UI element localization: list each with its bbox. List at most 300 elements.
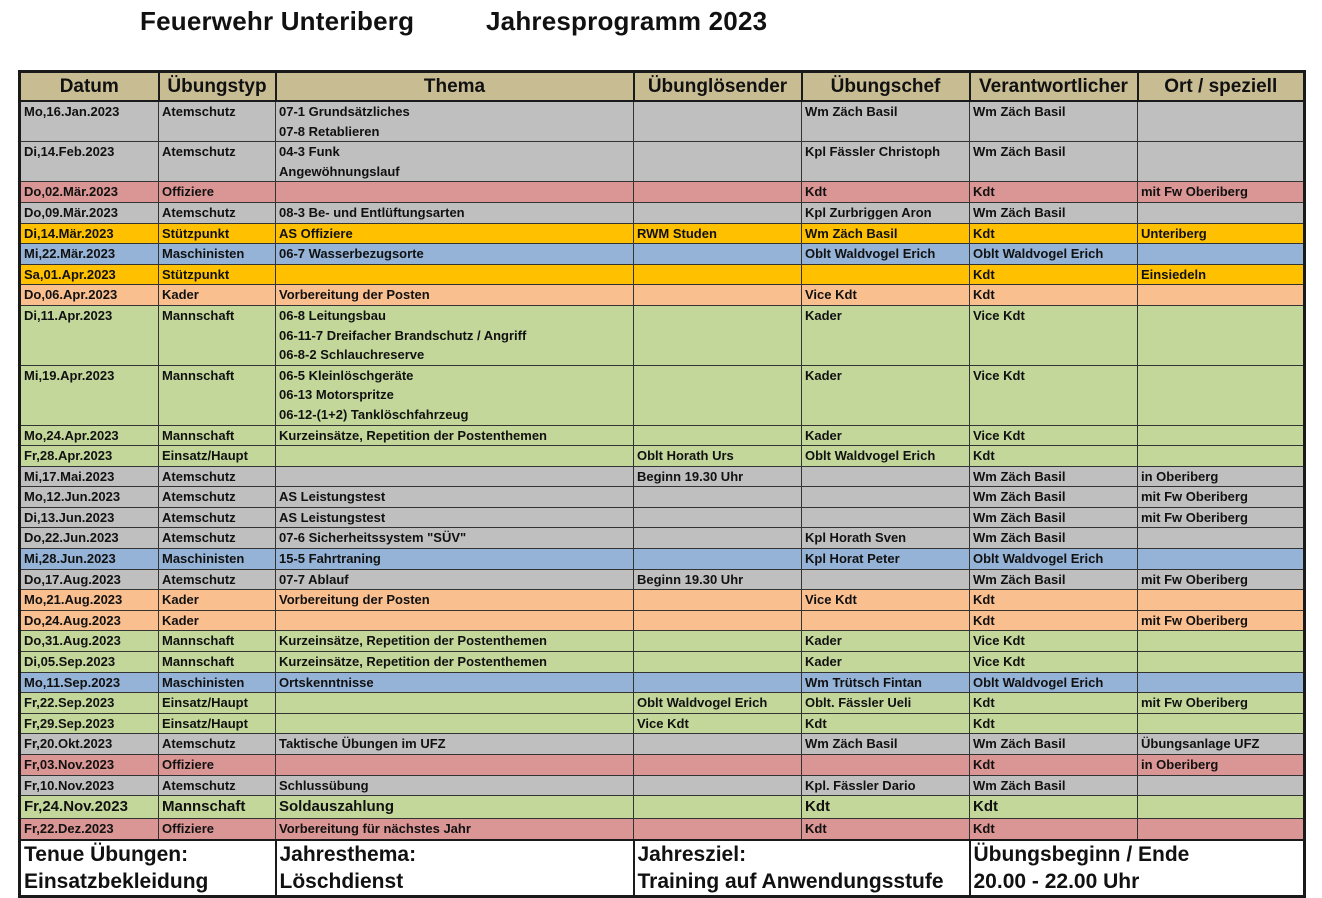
thema-cell — [276, 713, 634, 734]
thema-cell — [276, 101, 634, 142]
verantwortlicher-cell: Oblt Waldvogel Erich — [970, 549, 1138, 570]
thema-line: Kurzeinsätze, Repetition der Postenthemen — [279, 654, 547, 670]
uebungstyp-cell: Atemschutz — [159, 507, 276, 528]
datum-cell: Do,24.Aug.2023 — [20, 610, 159, 631]
datum-cell: Do,31.Aug.2023 — [20, 631, 159, 652]
uebungstyp-cell: Mannschaft — [159, 652, 276, 673]
uebungloesender-cell — [634, 487, 802, 508]
thema-line: 06-11-7 Dreifacher Brandschutz / Angriff — [279, 327, 527, 343]
thema-line: Taktische Übungen im UFZ — [279, 736, 446, 752]
uebungstyp-cell: Maschinisten — [159, 549, 276, 570]
table-row — [20, 507, 1305, 528]
thema-line: 07-1 Grundsätzliches — [279, 104, 410, 119]
footer-tenue-value: Einsatzbekleidung — [24, 869, 209, 893]
table-row — [20, 755, 1305, 776]
uebungloesender-cell — [634, 775, 802, 796]
uebungstyp-cell: Mannschaft — [159, 631, 276, 652]
thema-cell — [276, 693, 634, 714]
uebungloesender-cell — [634, 590, 802, 611]
ort-cell: in Oberiberg — [1138, 755, 1305, 776]
uebungstyp-cell: Atemschutz — [159, 734, 276, 755]
uebungstyp-cell: Mannschaft — [159, 365, 276, 425]
thema-cell — [276, 365, 634, 425]
ort-cell — [1138, 819, 1305, 840]
thema-cell — [276, 569, 634, 590]
uebungstyp-cell: Mannschaft — [159, 425, 276, 446]
uebungschef-cell: Kader — [802, 631, 970, 652]
thema-line — [279, 265, 630, 285]
datum-cell: Do,02.Mär.2023 — [20, 182, 159, 203]
uebungschef-cell: Kader — [802, 425, 970, 446]
verantwortlicher-cell: Wm Zäch Basil — [970, 507, 1138, 528]
datum-cell: Fr,22.Dez.2023 — [20, 819, 159, 840]
table-row — [20, 487, 1305, 508]
verantwortlicher-cell: Kdt — [970, 796, 1138, 819]
datum-cell: Do,09.Mär.2023 — [20, 202, 159, 223]
verantwortlicher-cell: Vice Kdt — [970, 652, 1138, 673]
footer-beginn — [970, 840, 1305, 897]
table-row — [20, 693, 1305, 714]
uebungschef-cell: Kpl Zurbriggen Aron — [802, 202, 970, 223]
thema-line — [279, 693, 630, 713]
uebungstyp-cell: Maschinisten — [159, 244, 276, 265]
verantwortlicher-cell: Oblt Waldvogel Erich — [970, 244, 1138, 265]
uebungschef-cell: Vice Kdt — [802, 285, 970, 306]
uebungschef-cell: Wm Zäch Basil — [802, 223, 970, 244]
thema-cell — [276, 202, 634, 223]
ort-cell: mit Fw Oberiberg — [1138, 507, 1305, 528]
thema-line: AS Offiziere — [279, 225, 353, 241]
uebungschef-cell — [802, 755, 970, 776]
thema-line — [279, 467, 630, 487]
table-row — [20, 446, 1305, 467]
uebungloesender-cell — [634, 142, 802, 182]
ort-cell: mit Fw Oberiberg — [1138, 693, 1305, 714]
verantwortlicher-cell: Wm Zäch Basil — [970, 775, 1138, 796]
uebungschef-cell: Oblt. Fässler Ueli — [802, 693, 970, 714]
ort-cell — [1138, 365, 1305, 425]
uebungstyp-cell: Atemschutz — [159, 528, 276, 549]
page-title-organization: Feuerwehr Unteriberg — [140, 6, 415, 36]
ort-cell: Unteriberg — [1138, 223, 1305, 244]
thema-cell — [276, 610, 634, 631]
uebungloesender-cell — [634, 285, 802, 306]
thema-cell — [276, 182, 634, 203]
datum-cell: Mi,17.Mai.2023 — [20, 466, 159, 487]
verantwortlicher-cell: Kdt — [970, 610, 1138, 631]
uebungschef-cell: Kdt — [802, 182, 970, 203]
thema-cell — [276, 244, 634, 265]
uebungschef-cell: Kdt — [802, 819, 970, 840]
uebungloesender-cell — [634, 264, 802, 285]
ort-cell — [1138, 672, 1305, 693]
table-row — [20, 223, 1305, 244]
ort-cell: mit Fw Oberiberg — [1138, 487, 1305, 508]
col-header-datum: Datum — [20, 72, 159, 102]
ort-cell — [1138, 713, 1305, 734]
table-row — [20, 182, 1305, 203]
verantwortlicher-cell: Wm Zäch Basil — [970, 569, 1138, 590]
ort-cell — [1138, 142, 1305, 182]
thema-cell — [276, 734, 634, 755]
verantwortlicher-cell: Wm Zäch Basil — [970, 528, 1138, 549]
thema-line: 08-3 Be- und Entlüftungsarten — [279, 204, 465, 220]
uebungloesender-cell: Oblt Horath Urs — [634, 446, 802, 467]
thema-line: Kurzeinsätze, Repetition der Postenthemen — [279, 427, 547, 443]
uebungstyp-cell: Stützpunkt — [159, 223, 276, 244]
thema-line: Kurzeinsätze, Repetition der Postenthemen — [279, 633, 547, 649]
verantwortlicher-cell: Kdt — [970, 819, 1138, 840]
annual-program-table — [18, 70, 1306, 898]
datum-cell: Di,11.Apr.2023 — [20, 305, 159, 365]
table-row — [20, 244, 1305, 265]
datum-cell: Fr,20.Okt.2023 — [20, 734, 159, 755]
footer-jahresthema-value: Löschdienst — [279, 869, 404, 893]
footer-beginn-label: Übungsbeginn / Ende — [973, 842, 1190, 866]
uebungloesender-cell — [634, 652, 802, 673]
ort-cell: mit Fw Oberiberg — [1138, 610, 1305, 631]
uebungschef-cell: Kpl Horath Sven — [802, 528, 970, 549]
uebungstyp-cell: Kader — [159, 590, 276, 611]
thema-line: Ortskenntnisse — [279, 674, 374, 690]
table-row — [20, 796, 1305, 819]
verantwortlicher-cell: Wm Zäch Basil — [970, 734, 1138, 755]
uebungstyp-cell: Atemschutz — [159, 101, 276, 142]
uebungloesender-cell — [634, 528, 802, 549]
uebungloesender-cell: Beginn 19.30 Uhr — [634, 569, 802, 590]
uebungstyp-cell: Einsatz/Haupt — [159, 713, 276, 734]
uebungschef-cell — [802, 264, 970, 285]
verantwortlicher-cell: Oblt Waldvogel Erich — [970, 672, 1138, 693]
uebungloesender-cell — [634, 631, 802, 652]
uebungstyp-cell: Mannschaft — [159, 796, 276, 819]
thema-cell — [276, 796, 634, 819]
thema-cell — [276, 264, 634, 285]
table-row — [20, 652, 1305, 673]
thema-line: 06-7 Wasserbezugsorte — [279, 246, 424, 262]
table-row — [20, 425, 1305, 446]
thema-cell — [276, 528, 634, 549]
ort-cell — [1138, 305, 1305, 365]
uebungloesender-cell — [634, 365, 802, 425]
thema-cell — [276, 223, 634, 244]
ort-cell — [1138, 425, 1305, 446]
datum-cell: Di,13.Jun.2023 — [20, 507, 159, 528]
thema-line: Schlussübung — [279, 777, 369, 793]
footer-row — [20, 840, 1305, 897]
thema-cell — [276, 466, 634, 487]
uebungstyp-cell: Atemschutz — [159, 466, 276, 487]
ort-cell — [1138, 796, 1305, 819]
thema-cell — [276, 775, 634, 796]
datum-cell: Sa,01.Apr.2023 — [20, 264, 159, 285]
uebungschef-cell: Kdt — [802, 713, 970, 734]
uebungstyp-cell: Offiziere — [159, 755, 276, 776]
verantwortlicher-cell: Kdt — [970, 713, 1138, 734]
uebungstyp-cell: Atemschutz — [159, 202, 276, 223]
datum-cell: Di,14.Feb.2023 — [20, 142, 159, 182]
footer-tenue — [20, 840, 276, 897]
uebungstyp-cell: Kader — [159, 285, 276, 306]
verantwortlicher-cell: Kdt — [970, 223, 1138, 244]
uebungschef-cell: Oblt Waldvogel Erich — [802, 244, 970, 265]
datum-cell: Fr,10.Nov.2023 — [20, 775, 159, 796]
uebungschef-cell: Oblt Waldvogel Erich — [802, 446, 970, 467]
uebungloesender-cell: Oblt Waldvogel Erich — [634, 693, 802, 714]
uebungstyp-cell: Atemschutz — [159, 487, 276, 508]
col-header-ort: Ort / speziell — [1138, 72, 1305, 102]
thema-line: 07-7 Ablauf — [279, 571, 349, 587]
col-header-uebungschef: Übungschef — [802, 72, 970, 102]
uebungschef-cell: Wm Zäch Basil — [802, 101, 970, 142]
thema-line: Vorbereitung der Posten — [279, 592, 430, 608]
uebungloesender-cell — [634, 734, 802, 755]
verantwortlicher-cell: Wm Zäch Basil — [970, 101, 1138, 142]
ort-cell: in Oberiberg — [1138, 466, 1305, 487]
thema-cell — [276, 819, 634, 840]
table-row — [20, 590, 1305, 611]
thema-line: AS Leistungstest — [279, 489, 386, 505]
table-row — [20, 713, 1305, 734]
uebungloesender-cell — [634, 796, 802, 819]
thema-cell — [276, 446, 634, 467]
uebungloesender-cell: Beginn 19.30 Uhr — [634, 466, 802, 487]
uebungstyp-cell: Mannschaft — [159, 305, 276, 365]
uebungschef-cell: Wm Trütsch Fintan — [802, 672, 970, 693]
datum-cell: Do,17.Aug.2023 — [20, 569, 159, 590]
thema-cell — [276, 425, 634, 446]
datum-cell: Mi,22.Mär.2023 — [20, 244, 159, 265]
thema-line — [279, 714, 630, 734]
thema-line: Vorbereitung für nächstes Jahr — [279, 821, 471, 837]
ort-cell — [1138, 549, 1305, 570]
datum-cell: Di,14.Mär.2023 — [20, 223, 159, 244]
datum-cell: Fr,24.Nov.2023 — [20, 796, 159, 819]
thema-line — [279, 182, 630, 202]
uebungschef-cell: Kpl. Fässler Dario — [802, 775, 970, 796]
footer-jahresthema — [276, 840, 634, 897]
table-row — [20, 549, 1305, 570]
table-row — [20, 775, 1305, 796]
datum-cell: Do,22.Jun.2023 — [20, 528, 159, 549]
table-row — [20, 672, 1305, 693]
verantwortlicher-cell: Kdt — [970, 264, 1138, 285]
ort-cell: mit Fw Oberiberg — [1138, 569, 1305, 590]
thema-cell — [276, 507, 634, 528]
uebungstyp-cell: Offiziere — [159, 182, 276, 203]
thema-cell — [276, 652, 634, 673]
thema-cell — [276, 305, 634, 365]
ort-cell — [1138, 244, 1305, 265]
verantwortlicher-cell: Kdt — [970, 182, 1138, 203]
uebungschef-cell: Kader — [802, 305, 970, 365]
uebungloesender-cell: Vice Kdt — [634, 713, 802, 734]
col-header-thema: Thema — [276, 72, 634, 102]
thema-line: 07-6 Sicherheitssystem "SÜV" — [279, 530, 467, 546]
footer-jahresziel — [634, 840, 970, 897]
thema-cell — [276, 142, 634, 182]
uebungschef-cell: Kader — [802, 365, 970, 425]
verantwortlicher-cell: Kdt — [970, 755, 1138, 776]
footer-beginn-value: 20.00 - 22.00 Uhr — [973, 869, 1140, 893]
ort-cell — [1138, 528, 1305, 549]
ort-cell: Übungsanlage UFZ — [1138, 734, 1305, 755]
verantwortlicher-cell: Vice Kdt — [970, 305, 1138, 365]
thema-line: 06-8-2 Schlauchreserve — [279, 347, 425, 363]
uebungschef-cell — [802, 466, 970, 487]
datum-cell: Mi,28.Jun.2023 — [20, 549, 159, 570]
uebungloesender-cell — [634, 672, 802, 693]
uebungstyp-cell: Offiziere — [159, 819, 276, 840]
ort-cell — [1138, 590, 1305, 611]
datum-cell: Mo,24.Apr.2023 — [20, 425, 159, 446]
thema-line: 06-12-(1+2) Tanklöschfahrzeug — [279, 406, 469, 422]
datum-cell: Mo,12.Jun.2023 — [20, 487, 159, 508]
thema-line: 04-3 Funk — [279, 144, 340, 160]
uebungstyp-cell: Atemschutz — [159, 775, 276, 796]
col-header-verantwortlicher: Verantwortlicher — [970, 72, 1138, 102]
thema-line: AS Leistungstest — [279, 509, 386, 525]
uebungloesender-cell — [634, 244, 802, 265]
uebungloesender-cell — [634, 549, 802, 570]
datum-cell: Mi,19.Apr.2023 — [20, 365, 159, 425]
uebungloesender-cell: RWM Studen — [634, 223, 802, 244]
datum-cell: Mo,11.Sep.2023 — [20, 672, 159, 693]
uebungschef-cell: Kdt — [802, 796, 970, 819]
verantwortlicher-cell: Wm Zäch Basil — [970, 142, 1138, 182]
uebungstyp-cell: Einsatz/Haupt — [159, 446, 276, 467]
verantwortlicher-cell: Kdt — [970, 693, 1138, 714]
datum-cell: Do,06.Apr.2023 — [20, 285, 159, 306]
ort-cell: Einsiedeln — [1138, 264, 1305, 285]
thema-cell — [276, 285, 634, 306]
verantwortlicher-cell: Wm Zäch Basil — [970, 487, 1138, 508]
uebungstyp-cell: Kader — [159, 610, 276, 631]
datum-cell: Fr,29.Sep.2023 — [20, 713, 159, 734]
ort-cell — [1138, 101, 1305, 142]
datum-cell: Fr,22.Sep.2023 — [20, 693, 159, 714]
table-row — [20, 142, 1305, 182]
thema-cell — [276, 672, 634, 693]
verantwortlicher-cell: Vice Kdt — [970, 425, 1138, 446]
uebungschef-cell — [802, 569, 970, 590]
thema-line: Soldauszahlung — [279, 798, 395, 816]
col-header-uebungstyp: Übungstyp — [159, 72, 276, 102]
verantwortlicher-cell: Wm Zäch Basil — [970, 466, 1138, 487]
ort-cell: mit Fw Oberiberg — [1138, 182, 1305, 203]
uebungschef-cell: Kpl Horat Peter — [802, 549, 970, 570]
ort-cell — [1138, 285, 1305, 306]
thema-cell — [276, 549, 634, 570]
table-row — [20, 264, 1305, 285]
uebungstyp-cell: Maschinisten — [159, 672, 276, 693]
ort-cell — [1138, 446, 1305, 467]
uebungloesender-cell — [634, 755, 802, 776]
thema-line — [279, 611, 630, 631]
uebungloesender-cell — [634, 202, 802, 223]
datum-cell: Mo,21.Aug.2023 — [20, 590, 159, 611]
thema-line — [279, 446, 630, 466]
uebungloesender-cell — [634, 507, 802, 528]
uebungstyp-cell: Einsatz/Haupt — [159, 693, 276, 714]
uebungschef-cell: Wm Zäch Basil — [802, 734, 970, 755]
table-row — [20, 365, 1305, 425]
uebungloesender-cell — [634, 425, 802, 446]
thema-line: Vorbereitung der Posten — [279, 287, 430, 303]
thema-line: 06-13 Motorspritze — [279, 387, 394, 403]
thema-line: 06-5 Kleinlöschgeräte — [279, 367, 414, 383]
verantwortlicher-cell: Vice Kdt — [970, 365, 1138, 425]
thema-cell — [276, 755, 634, 776]
table-row — [20, 569, 1305, 590]
uebungschef-cell — [802, 487, 970, 508]
uebungstyp-cell: Stützpunkt — [159, 264, 276, 285]
footer-tenue-label: Tenue Übungen: — [24, 842, 189, 866]
table-row — [20, 734, 1305, 755]
col-header-uebungloesender: Übunglösender — [634, 72, 802, 102]
table-row — [20, 528, 1305, 549]
table-header-row — [20, 72, 1305, 102]
datum-cell: Fr,03.Nov.2023 — [20, 755, 159, 776]
uebungschef-cell — [802, 610, 970, 631]
uebungloesender-cell — [634, 819, 802, 840]
uebungschef-cell: Kader — [802, 652, 970, 673]
thema-line: 07-8 Retablieren — [279, 123, 380, 139]
table-row — [20, 631, 1305, 652]
uebungschef-cell: Vice Kdt — [802, 590, 970, 611]
table-row — [20, 305, 1305, 365]
table-row — [20, 101, 1305, 142]
thema-line: 06-8 Leitungsbau — [279, 307, 386, 323]
footer-jahresthema-label: Jahresthema: — [279, 842, 417, 866]
verantwortlicher-cell: Vice Kdt — [970, 631, 1138, 652]
footer-jahresziel-value: Training auf Anwendungsstufe — [637, 869, 944, 893]
table-row — [20, 202, 1305, 223]
thema-line — [279, 755, 630, 775]
thema-line: 15-5 Fahrtraning — [279, 551, 381, 567]
ort-cell — [1138, 652, 1305, 673]
ort-cell — [1138, 775, 1305, 796]
datum-cell: Mo,16.Jan.2023 — [20, 101, 159, 142]
table-row — [20, 610, 1305, 631]
datum-cell: Fr,28.Apr.2023 — [20, 446, 159, 467]
table-row — [20, 819, 1305, 840]
verantwortlicher-cell: Kdt — [970, 446, 1138, 467]
uebungstyp-cell: Atemschutz — [159, 569, 276, 590]
page-title-program: Jahresprogramm 2023 — [486, 6, 768, 36]
verantwortlicher-cell: Kdt — [970, 590, 1138, 611]
table-row — [20, 285, 1305, 306]
verantwortlicher-cell: Kdt — [970, 285, 1138, 306]
uebungloesender-cell — [634, 101, 802, 142]
thema-cell — [276, 487, 634, 508]
footer-jahresziel-label: Jahresziel: — [637, 842, 747, 866]
uebungstyp-cell: Atemschutz — [159, 142, 276, 182]
verantwortlicher-cell: Wm Zäch Basil — [970, 202, 1138, 223]
ort-cell — [1138, 202, 1305, 223]
uebungschef-cell — [802, 507, 970, 528]
uebungloesender-cell — [634, 182, 802, 203]
uebungschef-cell: Kpl Fässler Christoph — [802, 142, 970, 182]
thema-cell — [276, 590, 634, 611]
thema-cell — [276, 631, 634, 652]
uebungloesender-cell — [634, 610, 802, 631]
table-row — [20, 466, 1305, 487]
datum-cell: Di,05.Sep.2023 — [20, 652, 159, 673]
ort-cell — [1138, 631, 1305, 652]
thema-line: Angewöhnungslauf — [279, 163, 400, 179]
uebungloesender-cell — [634, 305, 802, 365]
